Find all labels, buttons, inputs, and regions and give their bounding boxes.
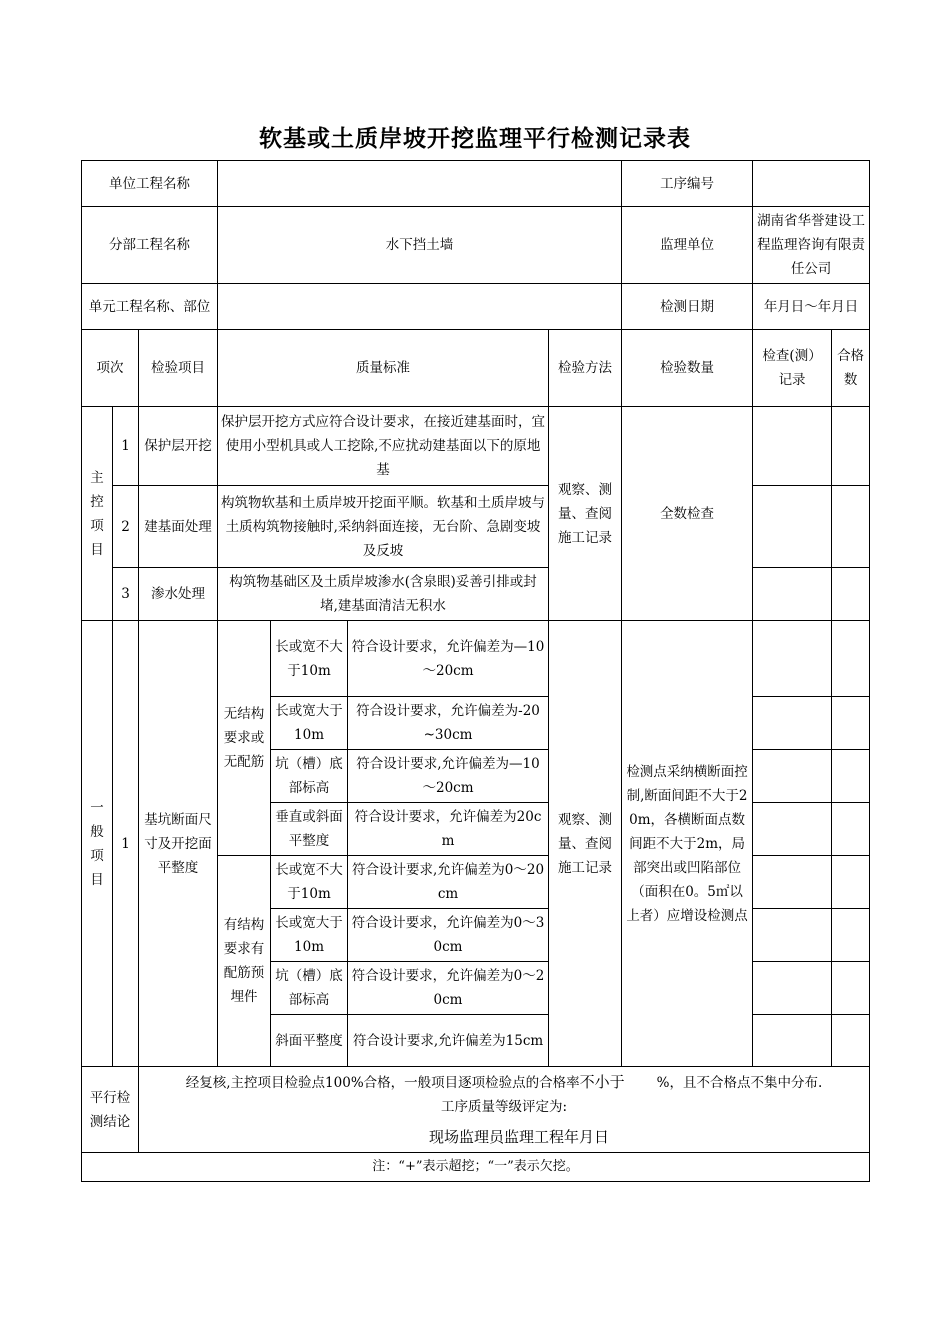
col-header-inspect-item: 检验项目 — [139, 330, 218, 407]
general-item-name: 基坑断面尺寸及开挖面平整度 — [139, 621, 218, 1067]
general-subitem-standard: 符合设计要求，允许偏差为—10～20cm — [348, 621, 549, 697]
unit-project-field[interactable] — [218, 161, 622, 207]
pass-count-cell[interactable] — [832, 909, 870, 962]
test-date-label: 检测日期 — [622, 284, 753, 330]
col-header-method: 检验方法 — [549, 330, 622, 407]
main-items-quantity: 全数检查 — [622, 407, 753, 621]
unit-project-label: 单位工程名称 — [82, 161, 218, 207]
main-item-name: 建基面处理 — [139, 486, 218, 568]
pass-count-cell[interactable] — [832, 856, 870, 909]
main-item-standard: 保护层开挖方式应符合设计要求，在接近建基面时，宜使用小型机具或人工挖除,不应扰动建基面以下的原地基 — [218, 407, 549, 486]
record-cell[interactable] — [753, 407, 832, 486]
main-item-standard: 构筑物基础区及土质岸坡渗水(含泉眼)妥善引排或封堵,建基面清洁无积水 — [218, 568, 549, 621]
general-subitem: 坑（槽）底部标高 — [271, 962, 348, 1015]
record-cell[interactable] — [753, 486, 832, 568]
col-header-quantity: 检验数量 — [622, 330, 753, 407]
col-header-pass-count: 合格数 — [832, 330, 870, 407]
general-subitem-standard: 符合设计要求，允许偏差为-20~30cm — [348, 697, 549, 750]
col-header-item-no: 项次 — [82, 330, 139, 407]
general-subitem: 长或宽不大于10m — [271, 856, 348, 909]
general-subitem-standard: 符合设计要求,允许偏差为15cm — [348, 1015, 549, 1067]
main-item-name: 保护层开挖 — [139, 407, 218, 486]
main-item-no: 1 — [113, 407, 139, 486]
signature-line: 现场监理员监理工程年月日 — [429, 1128, 610, 1146]
record-cell[interactable] — [753, 568, 832, 621]
record-cell[interactable] — [753, 697, 832, 750]
general-subgroup-label: 无结构要求或无配筋 — [218, 621, 271, 856]
conclusion-body[interactable] — [139, 1067, 870, 1153]
general-items-quantity: 检测点采纳横断面控制,断面间距不大于20m，各横断面点数间距不大于2m，局部突出或凹陷部位（面积在0。5㎡以上者）应增设检测点 — [622, 621, 753, 1067]
sub-project-field[interactable]: 水下挡土墙 — [218, 207, 622, 284]
pass-count-cell[interactable] — [832, 568, 870, 621]
record-cell[interactable] — [753, 750, 832, 803]
general-subitem: 长或宽大于10m — [271, 697, 348, 750]
supervisor-label: 监理单位 — [622, 207, 753, 284]
inspection-form-table — [81, 160, 870, 1182]
pass-count-cell[interactable] — [832, 803, 870, 856]
test-date-field[interactable]: 年月日～年月日 — [753, 284, 870, 330]
general-subitem-standard: 符合设计要求,允许偏差为—10～20cm — [348, 750, 549, 803]
col-header-record: 检查(测）记录 — [753, 330, 832, 407]
main-items-method: 观察、测量、查阅施工记录 — [549, 407, 622, 621]
conclusion-text-a: 经复核,主控项目检验点100%合格，一般项目逐项检验点的合格率 — [185, 1075, 580, 1091]
main-item-name: 渗水处理 — [139, 568, 218, 621]
general-subitem: 长或宽不大于10m — [271, 621, 348, 697]
pass-count-cell[interactable] — [832, 486, 870, 568]
pass-count-cell[interactable] — [832, 750, 870, 803]
general-subitem-standard: 符合设计要求，允许偏差为20cm — [348, 803, 549, 856]
pass-count-cell[interactable] — [832, 962, 870, 1015]
general-subitem: 垂直或斜面平整度 — [271, 803, 348, 856]
sub-project-label: 分部工程名称 — [82, 207, 218, 284]
record-cell[interactable] — [753, 1015, 832, 1067]
general-item-no: 1 — [113, 621, 139, 1067]
pass-count-cell[interactable] — [832, 1015, 870, 1067]
record-cell[interactable] — [753, 803, 832, 856]
record-cell[interactable] — [753, 909, 832, 962]
element-project-label: 单元工程名称、部位 — [82, 284, 218, 330]
element-project-field[interactable] — [218, 284, 622, 330]
supervisor-field[interactable]: 湖南省华誉建设工程监理咨询有限责任公司 — [753, 207, 870, 284]
general-subitem: 斜面平整度 — [271, 1015, 348, 1067]
conclusion-text-d: 工序质量等级评定为: — [441, 1099, 568, 1115]
general-items-method: 观察、测量、查阅施工记录 — [549, 621, 622, 1067]
conclusion-text-c: %，且不合格点不集中分布. — [656, 1075, 823, 1091]
footnote: 注：“+”表示超挖；“一”表示欠挖。 — [82, 1153, 870, 1182]
conclusion-label: 平行检测结论 — [82, 1067, 139, 1153]
main-items-group-label: 主控项目 — [82, 407, 113, 621]
process-no-field[interactable] — [753, 161, 870, 207]
general-subitem-standard: 符合设计要求，允许偏差为0～30cm — [348, 909, 549, 962]
record-cell[interactable] — [753, 962, 832, 1015]
pass-count-cell[interactable] — [832, 697, 870, 750]
main-item-standard: 构筑物软基和土质岸坡开挖面平顺。软基和土质岸坡与土质构筑物接触时,采纳斜面连接，无台阶、急剧变坡及反坡 — [218, 486, 549, 568]
conclusion-text-b: 不小于 — [579, 1073, 625, 1091]
general-subgroup-label: 有结构要求有配筋预埋件 — [218, 856, 271, 1067]
pass-count-cell[interactable] — [832, 621, 870, 697]
main-item-no: 3 — [113, 568, 139, 621]
record-cell[interactable] — [753, 856, 832, 909]
record-cell[interactable] — [753, 621, 832, 697]
general-subitem: 坑（槽）底部标高 — [271, 750, 348, 803]
main-item-no: 2 — [113, 486, 139, 568]
general-subitem-standard: 符合设计要求,允许偏差为0～20cm — [348, 856, 549, 909]
col-header-quality-standard: 质量标准 — [218, 330, 549, 407]
process-no-label: 工序编号 — [622, 161, 753, 207]
pass-count-cell[interactable] — [832, 407, 870, 486]
general-subitem-standard: 符合设计要求，允许偏差为0～20cm — [348, 962, 549, 1015]
general-subitem: 长或宽大于10m — [271, 909, 348, 962]
page-title: 软基或土质岸坡开挖监理平行检测记录表 — [259, 125, 691, 152]
general-items-group-label: 一般项目 — [82, 621, 113, 1067]
